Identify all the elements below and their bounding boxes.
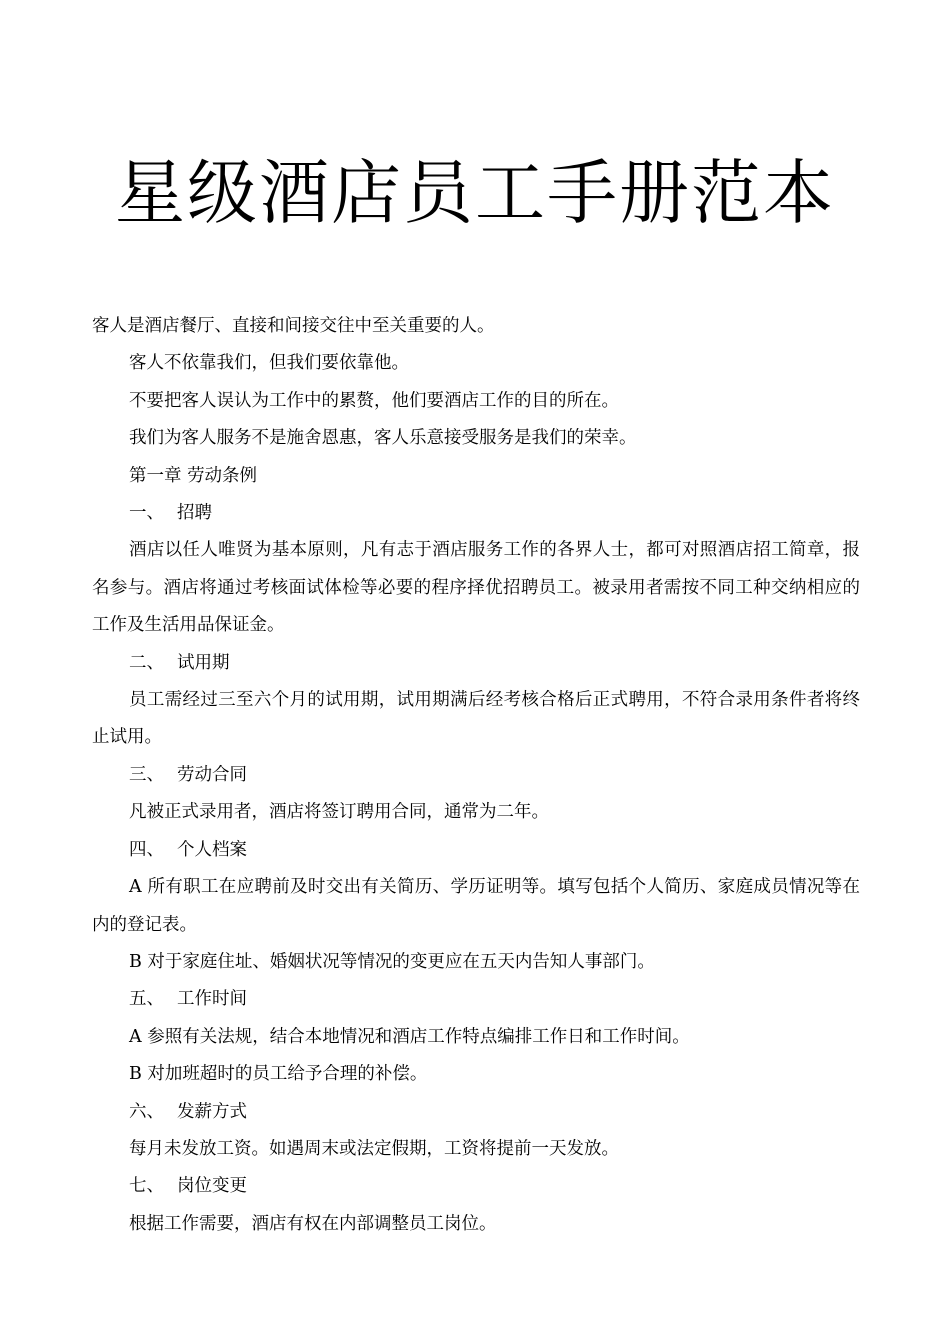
paragraph-text: 凡被正式录用者，酒店将签订聘用合同，通常为二年。: [129, 802, 549, 823]
section-heading-text: 试用期: [177, 652, 230, 673]
section-heading-text: 发薪方式: [177, 1101, 247, 1122]
paragraph-text: 客人不依靠我们，但我们要依靠他。: [129, 353, 409, 374]
paragraph: [92, 1056, 860, 1093]
paragraph-text: 客人是酒店餐厅、直接和间接交往中至关重要的人。: [92, 316, 495, 336]
paragraph-text: 员工需经过三至六个月的试用期，试用期满后经考核合格后正式聘用，不符合录用条件者将终止试用。: [92, 690, 860, 748]
paragraph: [92, 944, 860, 981]
paragraph: [92, 532, 860, 644]
section-heading: [92, 981, 860, 1018]
paragraph: [92, 869, 860, 944]
paragraph: [92, 345, 860, 382]
document-body: [92, 308, 860, 1243]
section-number: 六、: [129, 1101, 164, 1122]
section-heading: [92, 757, 860, 794]
paragraph: [92, 383, 860, 420]
paragraph-text: 根据工作需要，酒店有权在内部调整员工岗位。: [129, 1213, 497, 1234]
paragraph: [92, 682, 860, 757]
paragraph: [92, 794, 860, 831]
section-heading: [92, 645, 860, 682]
paragraph: [92, 1131, 860, 1168]
section-number: 七、: [129, 1176, 164, 1197]
section-number: 三、: [129, 764, 164, 785]
paragraph: [92, 308, 860, 345]
paragraph-text: 我们为客人服务不是施舍恩惠，客人乐意接受服务是我们的荣幸。: [129, 428, 637, 449]
section-heading: [92, 832, 860, 869]
section-heading-text: 劳动合同: [177, 764, 247, 785]
section-heading: [92, 1168, 860, 1205]
section-heading-text: 招聘: [177, 503, 212, 524]
paragraph-text: A 所有职工在应聘前及时交出有关简历、学历证明等。填写包括个人简历、家庭成员情况等在内的登记表。: [92, 877, 860, 935]
paragraph-text: 不要把客人误认为工作中的累赘，他们要酒店工作的目的所在。: [129, 390, 619, 411]
paragraph-text: B 对于家庭住址、婚姻状况等情况的变更应在五天内告知人事部门。: [129, 951, 655, 972]
section-number: 五、: [129, 989, 164, 1010]
section-number: 一、: [129, 503, 164, 524]
section-heading-text: 个人档案: [177, 839, 247, 860]
section-heading-text: 岗位变更: [177, 1176, 247, 1197]
paragraph-text: A 参照有关法规，结合本地情况和酒店工作特点编排工作日和工作时间。: [129, 1026, 690, 1047]
section-heading-text: 工作时间: [177, 989, 247, 1010]
document-title: 星级酒店员工手册范本: [115, 152, 835, 234]
section-number: 四、: [129, 839, 164, 860]
section-heading: [92, 495, 860, 532]
chapter-heading: [92, 458, 860, 495]
paragraph-text: B 对加班超时的员工给予合理的补偿。: [129, 1064, 428, 1085]
paragraph: [92, 1019, 860, 1056]
paragraph-text: 每月未发放工资。如遇周末或法定假期，工资将提前一天发放。: [129, 1138, 619, 1159]
paragraph-text: 酒店以任人唯贤为基本原则，凡有志于酒店服务工作的各界人士，都可对照酒店招工简章，报名参与。酒店将通过考核面试体检等必要的程序择优招聘员工。被录用者需按不同工种交纳相应的工作及生活用品保证金。: [92, 540, 860, 636]
paragraph: [92, 1206, 860, 1243]
paragraph: [92, 420, 860, 457]
section-heading: [92, 1094, 860, 1131]
chapter-heading-text: 第一章 劳动条例: [129, 465, 258, 486]
section-number: 二、: [129, 652, 164, 673]
